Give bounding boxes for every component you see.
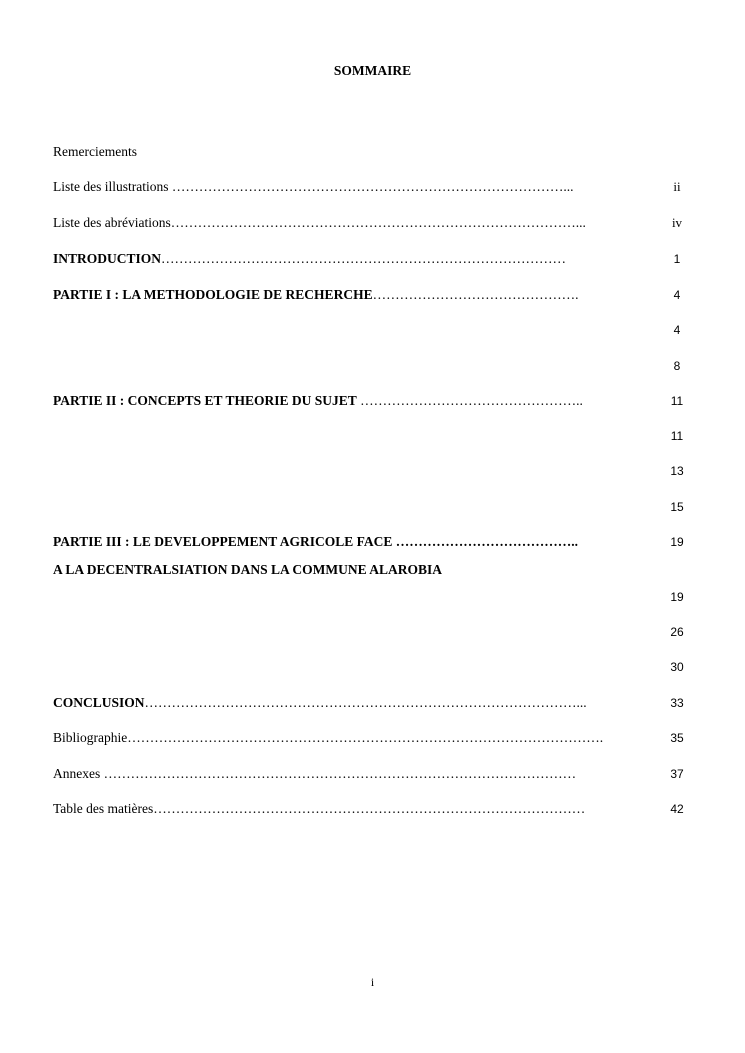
toc-entry-partie-1	[53, 286, 693, 304]
toc-entry-section-6	[53, 588, 693, 606]
toc-entry-label: CONCLUSION	[53, 695, 145, 710]
toc-entry-partie-3-continued	[53, 561, 693, 579]
toc-entry-conclusion	[53, 694, 693, 712]
toc-entry-page: 26	[670, 625, 684, 639]
toc-entry-leader: ………………………………………………………………………………	[161, 251, 567, 266]
toc-entry-partie-2	[53, 392, 693, 410]
toc-entry-label: Remerciements	[53, 144, 137, 159]
toc-entry-page: iv	[671, 215, 683, 230]
toc-entry-page: 4	[673, 288, 681, 302]
toc-entry-page: 1	[673, 252, 681, 266]
toc-entry-label: A LA DECENTRALSIATION DANS LA COMMUNE ALAROBIA	[53, 562, 443, 577]
toc-entry-page: 19	[670, 590, 684, 604]
toc-entry-section-1	[53, 321, 693, 339]
toc-entry-section-7	[53, 623, 693, 641]
toc-entry-label-wrap	[53, 694, 648, 712]
toc-entry-page: 11	[670, 429, 684, 443]
toc-entry-section-3	[53, 427, 693, 445]
page-title: SOMMAIRE	[333, 63, 412, 78]
toc-entry-page: 11	[670, 394, 684, 408]
toc-entry-page: 8	[673, 359, 681, 373]
toc-entry-label: INTRODUCTION	[53, 251, 162, 266]
toc-entry-page: 30	[670, 660, 684, 674]
toc-entry-leader: …………………………………………..	[356, 393, 583, 408]
toc-entry-section-4	[53, 462, 693, 480]
toc-entry-leader: ……………………………………………………………………………………...	[144, 695, 587, 710]
toc-entry-section-5	[53, 498, 693, 516]
toc-entry-label: PARTIE II : CONCEPTS ET THEORIE DU SUJET	[53, 393, 357, 408]
toc-entry-section-8	[53, 658, 693, 676]
toc-entry-page: ii	[673, 179, 681, 194]
toc-entry-label-wrap	[53, 392, 643, 410]
toc-entry-bibliographie	[53, 729, 693, 747]
page-number-footer: i	[370, 975, 375, 989]
toc-entry-label: Bibliographie…………………………………………………………………………………………….	[53, 730, 604, 745]
toc-entry-page: 13	[670, 464, 684, 478]
toc-entry-label: Annexes ……………………………………………………………………………………………	[53, 766, 577, 781]
toc-entry-label: PARTIE III : LE DEVELOPPEMENT AGRICOLE FACE …………………………………..	[53, 534, 578, 549]
toc-entry-remerciements	[53, 143, 693, 161]
toc-entry-annexes	[53, 765, 693, 783]
toc-entry-page: 42	[670, 802, 684, 816]
toc-entry-section-2	[53, 357, 693, 375]
toc-entry-page: 37	[670, 767, 684, 781]
toc-entry-page: 15	[670, 500, 684, 514]
toc-entry-table-des-matieres	[53, 800, 693, 818]
toc-entry-page: 4	[673, 323, 681, 337]
toc-entry-label: Table des matières……………………………………………………………………………………	[53, 801, 586, 816]
toc-entry-liste-illustrations	[53, 178, 693, 196]
toc-entry-page: 19	[670, 535, 684, 549]
toc-entry-label: Liste des illustrations ……………………………………………………………………………...	[53, 179, 574, 194]
toc-entry-label-wrap	[53, 286, 643, 304]
toc-entry-label: Liste des abréviations………………………………………………………………………………...	[53, 215, 586, 230]
toc-entry-label-wrap	[53, 250, 643, 268]
toc-entry-page: 35	[670, 731, 684, 745]
toc-entry-label: PARTIE I : LA METHODOLOGIE DE RECHERCHE	[53, 287, 373, 302]
toc-entry-introduction	[53, 250, 693, 268]
toc-entry-page: 33	[670, 696, 684, 710]
toc-entry-leader: ……………………………………….	[372, 287, 579, 302]
toc-entry-partie-3	[53, 533, 693, 551]
toc-entry-liste-abreviations	[53, 214, 693, 232]
